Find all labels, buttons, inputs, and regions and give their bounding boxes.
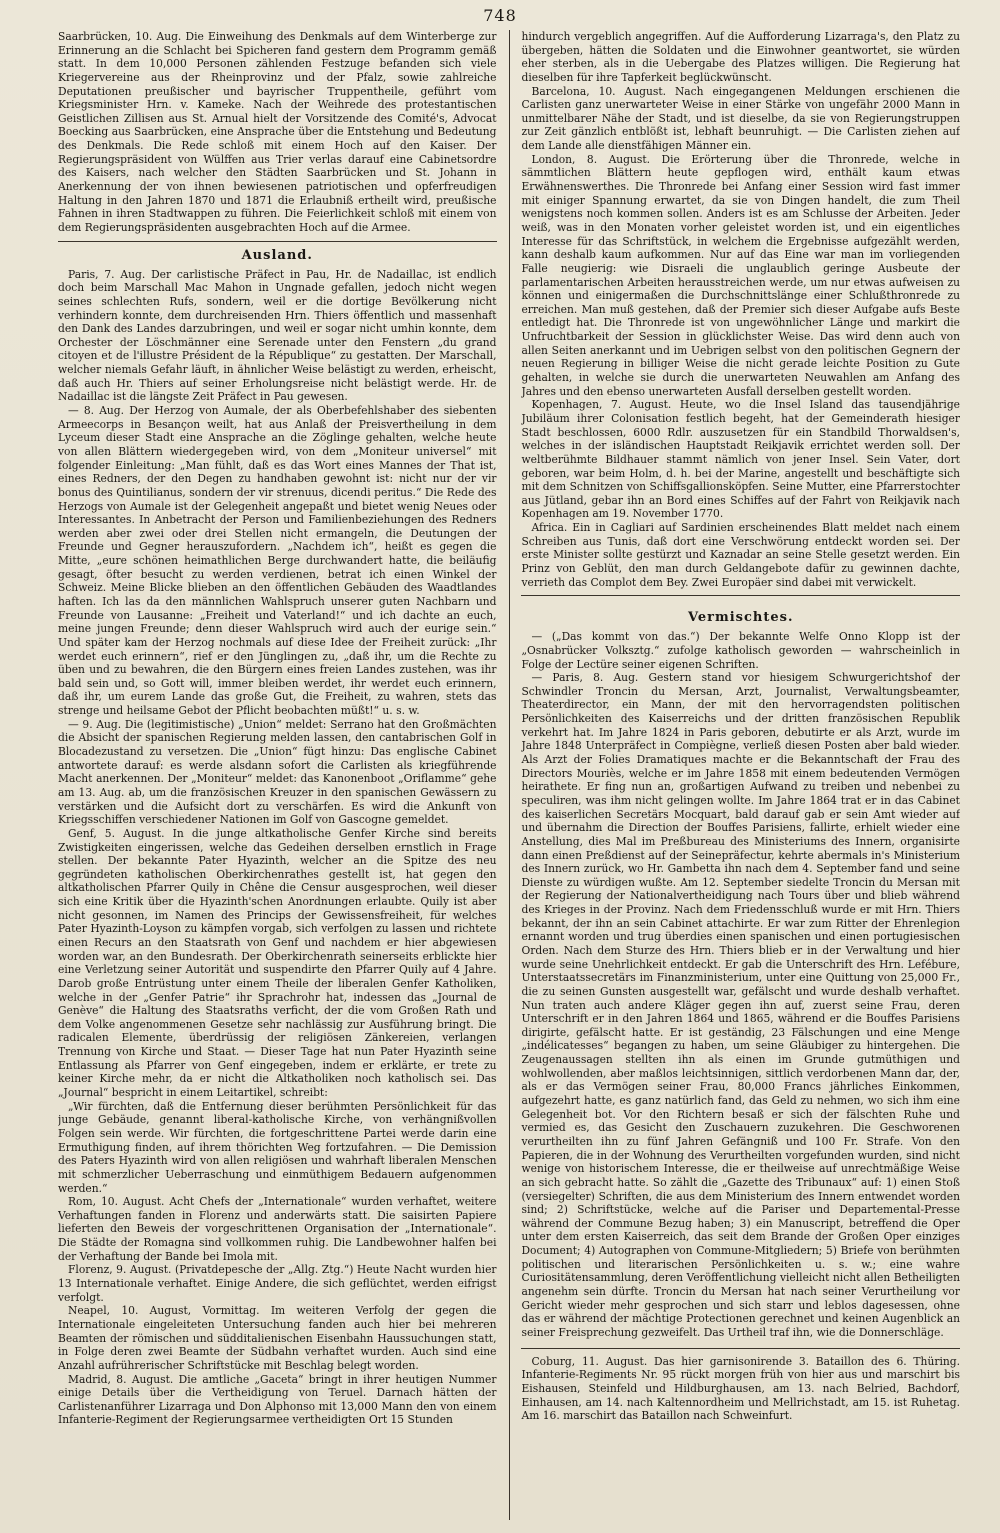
article-kopenhagen: Kopenhagen, 7. August. Heute, wo die Insel Island das tausendjährige Jubiläum ihrer Colonisation festlich begeht, hat der Gemeinderath hiesiger Stadt beschlossen, 6000 Rdlr. auszusetzen für ein Standbild Thorwaldsen's, welches in der isländischen Hauptstadt Reikjavik errichtet werden soll. Der weltberühmte Bildhauer stammt nämlich von jener Insel. Sein Vater, dort geboren, war beim Holm, d. h. bei der Marine, angestellt und beschäftigte sich mit dem Schnitzen von Schiffsgallionsköpfen. Seine Mutter, eine Pfarrerstochter aus Jütland, gebar ihn an Bord eines Schiffes auf der Fahrt von Reikjavik nach Kopenhagen am 19. November 1770. xyxy=(521,398,960,521)
article-paris-3: — 9. Aug. Die (legitimistische) „Union“ meldet: Serrano hat den Großmächten die Absicht der spanischen Regierung melden lassen, den cantabrischen Golf in Blocadezustand zu versetzen. Die „Union“ fügt hinzu: Das englische Cabinet antwortete darauf: es werde alsdann sofort die Carlisten als kriegführende Macht anerkennen. Der „Moniteur“ meldet: das Kanonenboot „Oriflamme“ gehe am 13. Aug. ab, um die französischen Kreuzer in den spanischen Gewässern zu verstärken und die Aufsicht dort zu verschärfen. Es wird die Ankunft von Kriegsschiffen verschiedener Nationen im Golf von Gascogne gemeldet. xyxy=(58,717,497,827)
article-das-kommt-von-das: — („Das kommt von das.“) Der bekannte Welfe Onno Klopp ist der „Osnabrücker Volksztg.“ zufolge katholisch geworden — wahrscheinlich in Folge der Lectüre seiner eigenen Schriften. xyxy=(521,630,960,671)
left-column xyxy=(58,30,497,1520)
article-florenz: Florenz, 9. August. (Privatdepesche der „Allg. Ztg.“) Heute Nacht wurden hier 13 Internationale verhaftet. Einige Andere, die sich geflüchtet, werden eifrigst verfolgt. xyxy=(58,1263,497,1304)
columns xyxy=(58,30,960,1520)
article-london: London, 8. August. Die Erörterung über die Thronrede, welche in sämmtlichen Blättern heute gepflogen wird, enthält kaum etwas Erwähnenswerthes. Die Thronrede bei Anfang einer Session wird fast immer mit einiger Spannung erwartet, da sie von Dingen handelt, die zum Theil wenigstens noch kommen sollen. Anders ist es am Schlusse der Arbeiten. Jeder weiß, was in den Monaten vorher geleistet worden ist, und ein eigentliches Interesse für das Schriftstück, in welchem die Ergebnisse aufgezählt werden, kann deshalb kaum aufkommen. Nur auf das Eine war man im vorliegenden Falle neugierig: wie Disraeli die unglaublich geringe Ausbeute der parlamentarischen Arbeiten herausstreichen werde, um nur etwas aufweisen zu können und einigermaßen die Durchschnittslänge einer Schlußthronrede zu erreichen. Man muß gestehen, daß der Premier sich dieser Aufgabe aufs Beste entledigt hat. Die Thronrede ist von ungewöhnlicher Länge und markirt die Unfruchtbarkeit der Session in glücklichster Weise. Das wird denn auch von allen Seiten anerkannt und im Uebrigen selbst von den politischen Gegnern der neuen Regierung in billiger Weise die nicht gerade leichte Position zu Gute gehalten, in welche sie durch die unerwarteten Neuwahlen am Anfang des Jahres und den ebenso unerwarteten Ausfall derselben gestellt worden. xyxy=(521,152,960,398)
article-madrid-continued: hindurch vergeblich angegriffen. Auf die Aufforderung Lizarraga's, den Platz zu übergeben, hätten die Soldaten und die Einwohner geantwortet, sie würden eher sterben, als in die Uebergabe des Platzes willigen. Die Regierung hat dieselben für ihre Tapferkeit beglückwünscht. xyxy=(521,30,960,84)
article-barcelona: Barcelona, 10. August. Nach eingegangenen Meldungen erschienen die Carlisten ganz unerwarteter Weise in einer Stärke von ungefähr 2000 Mann in unmittelbarer Nähe der Stadt, und ist dieselbe, da sie von Regierungstruppen zur Zeit gänzlich entblößt ist, lebhaft beunruhigt. — Die Carlisten ziehen auf dem Lande alle dienstfähigen Männer ein. xyxy=(521,84,960,153)
article-paris-troncin: — Paris, 8. Aug. Gestern stand vor hiesigem Schwurgerichtshof der Schwindler Troncin du Mersan, Arzt, Journalist, Verwaltungsbeamter, Theaterdirector, ein Mann, der mit den hervorragendsten politischen Persönlichkeiten des Kaiserreichs und der dritten französischen Republik verkehrt hat. Im Jahre 1824 in Paris geboren, debutirte er als Arzt, wurde im Jahre 1848 Unterpräfect in Compiègne, verließ diesen Posten aber bald wieder. Als Arzt der Folies Dramatiques machte er die Bekanntschaft der Frau des Directors Mouriès, welche er im Jahre 1858 mit einem bedeutenden Vermögen heirathete. Er fing nun an, großartigen Aufwand zu treiben und nebenbei zu speculiren, was ihm nicht gelingen wollte. Im Jahre 1864 trat er in das Cabinet des kaiserlichen Secretärs Mocquart, bald darauf gab er sein Amt wieder auf und übernahm die Direction der Bouffes Parisiens, fallirte, erhielt wieder eine Anstellung, dies Mal im Preßbureau des Ministeriums des Innern, organisirte dann einen Preßdienst auf der Seinepräfectur, kehrte abermals in's Ministerium des Innern zurück, wo Hr. Gambetta ihn nach dem 4. September fand und seine Dienste zu würdigen wußte. Am 12. September siedelte Troncin du Mersan mit der Regierung der Nationalvertheidigung nach Tours über und blieb während des Krieges in der Provinz. Nach dem Friedensschluß wurde er mit Hrn. Thiers bekannt, der ihn an sein Cabinet attachirte. Er war zum Ritter der Ehrenlegion ernannt worden und trug überdies einen spanischen und einen portugiesischen Orden. Nach dem Sturze des Hrn. Thiers blieb er in der Verwaltung und hier wurde seine Unehrlichkeit entdeckt. Er gab die Unterschrift des Hrn. Lefébure, Unterstaatssecretärs im Finanzministerium, unter eine Quittung von 25,000 Fr., die zu seinen Gunsten ausgestellt war, gefälscht und wurde deshalb verhaftet. Nun traten auch andere Kläger gegen ihn auf, zuerst seine Frau, deren Unterschrift er in den Jahren 1864 und 1865, während er die Bouffes Parisiens dirigirte, gefälscht hatte. Er ist geständig, 23 Fälschungen und eine Menge „indélicatesses“ begangen zu haben, um seine Gläubiger zu hintergehen. Die Zeugenaussagen stellten ihn als einen im Grunde gutmüthigen und wohlwollenden, aber maßlos leichtsinnigen, sittlich verdorbenen Mann dar, der, als er das Vermögen seiner Frau, 80,000 Francs jährliches Einkommen, aufgezehrt hatte, es ganz natürlich fand, das Geld zu nehmen, wo sich ihm eine Gelegenheit bot. Vor den Richtern besaß er sich der fälschten Ruhe und vermied es, das Gesicht den Zuschauern zuzukehren. Die Geschworenen verurtheilten ihn zu fünf Jahren Gefängniß und 100 Fr. Strafe. Von den Papieren, die in der Wohnung des Verurtheilten vorgefunden wurden, sind nicht wenige von historischem Interesse, die er theilweise auf unrechtmäßige Weise an sich gebracht hatte. So zählt die „Gazette des Tribunaux“ auf: 1) einen Stoß (versiegelter) Schriften, die aus dem Ministerium des Innern entwendet worden sind; 2) Schriftstücke, welche auf die Pariser und Departemental-Presse während der Commune Bezug haben; 3) ein Manuscript, betreffend die Oper unter dem ersten Kaiserreich, das seit dem Brande der Großen Oper einziges Document; 4) Autographen von Commune-Mitgliedern; 5) Briefe von berühmten politischen und literarischen Persönlichkeiten u. s. w.; eine wahre Curiositätensammlung, deren Veröffentlichung vielleicht nicht allen Betheiligten angenehm sein dürfte. Troncin du Mersan hat nach seiner Verurtheilung vor Gericht wieder mehr gesprochen und sich starr und leblos dagesessen, ohne das er während der mächtige Protectionen gerechnet und keinen Augenblick an seiner Freisprechung gezweifelt. Das Urtheil traf ihn, wie die Donnerschläge. xyxy=(521,671,960,1339)
article-neapel: Neapel, 10. August, Vormittag. Im weiteren Verfolg der gegen die Internationale eingeleiteten Untersuchung fanden auch hier bei mehreren Beamten der römischen und südditalienischen Eisenbahn Haussuchungen statt, in Folge deren zwei Beamte der Südbahn verhaftet wurden. Auch sind eine Anzahl aufrührerischer Schriftstücke mit Beschlag belegt worden. xyxy=(58,1304,497,1372)
column-rule xyxy=(509,30,510,1520)
page-number: 748 xyxy=(483,6,517,25)
article-paris-1: Paris, 7. Aug. Der carlistische Präfect in Pau, Hr. de Nadaillac, ist endlich doch beim Marschall Mac Mahon in Ungnade gefallen, jedoch nicht wegen seines schlechten Rufs, sondern, weil er die dortige Bevölkerung nicht verhindern konnte, dem durchreisenden Hrn. Thiers öffentlich und massenhaft den Dank des Landes darzubringen, und weil er sogar nicht umhin konnte, dem Orchester der Löschmänner eine Serenade unter den Fenstern „du grand citoyen et de l'illustre Président de la République“ zu gestatten. Der Marschall, welcher niemals Gefahr läuft, in ähnlicher Weise belästigt zu werden, erheischt, daß auch Hr. Thiers auf seiner Erholungsreise nicht belästigt werde. Hr. de Nadaillac ist die längste Zeit Präfect in Pau gewesen. xyxy=(58,267,497,404)
article-genf-quote: „Wir fürchten, daß die Entfernung dieser berühmten Persönlichkeit für das junge Gebäude, genannt liberal-katholische Kirche, von verhängnißvollen Folgen sein werde. Wir fürchten, die fortgeschrittene Partei werde darin eine Ermuthigung finden, auf ihrem thörichten Weg fortzufahren. — Die Demission des Paters Hyazinth wird von allen religiösen und wahrhaft liberalen Menschen mit schmerzlicher Ueberraschung und einmüthigem Bedauern aufgenommen werden.“ xyxy=(58,1099,497,1195)
article-rom: Rom, 10. August. Acht Chefs der „Internationale“ wurden verhaftet, weitere Verhaftungen fanden in Florenz und anderwärts statt. Die saisirten Papiere lieferten den Beweis der vorgeschrittenen Organisation der „Internationale“. Die Städte der Romagna sind vollkommen ruhig. Die Landbewohner halfen bei der Verhaftung der Bande bei Imola mit. xyxy=(58,1195,497,1263)
article-madrid: Madrid, 8. August. Die amtliche „Gaceta“ bringt in ihrer heutigen Nummer einige Details über die Vertheidigung von Teruel. Darnach hätten der Carlistenanführer Lizarraga und Don Alphonso mit 13,000 Mann den von einem Infanterie-Regiment der Regierungsarmee vertheidigten Ort 15 Stunden xyxy=(58,1372,497,1427)
section-divider xyxy=(58,241,497,242)
section-heading-vermischtes: Vermischtes. xyxy=(687,610,794,626)
article-genf: Genf, 5. August. In die junge altkatholische Genfer Kirche sind bereits Zwistigkeiten eingerissen, welche das Gedeihen derselben ernstlich in Frage stellen. Der bekannte Pater Hyazinth, welcher an die Spitze des neu gegründeten katholischen Oberkirchenrathes gestellt ist, hat gegen den altkatholischen Pfarrer Quily in Chêne die Censur ausgesprochen, weil dieser sich eine Kritik über die Hyazinth'schen Anordnungen erlaubte. Quily ist aber nicht gesonnen, im Namen des Princips der Gewissensfreiheit, für welches Pater Hyazinth-Loyson zu kämpfen vorgab, sich verfolgen zu lassen und richtete einen Recurs an den Staatsrath von Genf und nachdem er hier abgewiesen worden war, an den Bundesrath. Der Oberkirchenrath seinerseits erblickte hier eine Verletzung seiner Autorität und suspendirte den Pfarrer Quily auf 4 Jahre. Darob große Entrüstung unter einem Theile der liberalen Genfer Katholiken, welche in der „Genfer Patrie“ ihr Sprachrohr hat, indessen das „Journal de Genève“ die Haltung des Staatsraths verficht, der die vom Großen Rath und dem Volke angenommenen Gesetze sehr nachlässig zur Ausführung bringt. Die radicalen Elemente, überdrüssig der religiösen Zänkereien, verlangen Trennung von Kirche und Staat. — Dieser Tage hat nun Pater Hyazinth seine Entlassung als Pfarrer von Genf eingegeben, indem er erklärte, er trete zu keiner Kirche mehr, da er nicht die Altkatholiken noch katholisch sei. Das „Journal“ bespricht in einem Leitartikel, schreibt: xyxy=(58,826,497,1100)
right-column xyxy=(521,30,960,1520)
section-heading-ausland: Ausland. xyxy=(241,247,313,263)
article-saarbruecken: Saarbrücken, 10. Aug. Die Einweihung des Denkmals auf dem Winterberge zur Erinnerung an die Schlacht bei Spicheren fand gestern dem Programm gemäß statt. In dem 10,000 Personen zählenden Festzuge befanden sich viele Kriegervereine aus der Rheinprovinz und der Pfalz, sowie zahlreiche Deputationen preußischer und bayrischer Truppentheile, geführt vom Kriegsminister Hrn. v. Kameke. Nach der Weihrede des protestantischen Geistlichen Zillisen aus St. Arnual hielt der Vorsitzende des Comité's, Advocat Boecking aus Saarbrücken, eine Ansprache über die Entstehung und Bedeutung des Denkmals. Die Rede schloß mit einem Hoch auf den Kaiser. Der Regierungspräsident von Wülffen aus Trier verlas darauf eine Cabinetsordre des Kaisers, nach welcher den Städten Saarbrücken und St. Johann in Anerkennung der von ihnen bewiesenen patriotischen und opferfreudigen Haltung in den Jahren 1870 und 1871 die Erlaubniß ertheilt wird, preußische Fahnen in ihren Stadtwappen zu führen. Die Feierlichkeit schloß mit einem von dem Regierungspräsidenten ausgebrachten Hoch auf die Armee. xyxy=(58,30,497,234)
article-paris-2: — 8. Aug. Der Herzog von Aumale, der als Oberbefehlshaber des siebenten Armeecorps in Besançon weilt, hat aus Anlaß der Preisvertheilung in dem Lyceum dieser Stadt eine Ansprache an die Zöglinge gehalten, welche heute von allen Blättern wiedergegeben wird, von dem „Moniteur universel“ mit folgender Einleitung: „Man fühlt, daß es das Wort eines Mannes der That ist, eines Redners, der den Degen zu handhaben gewohnt ist: nicht nur der vir bonus des Quintilianus, sondern der vir strenuus, dicendi peritus.“ Die Rede des Herzogs von Aumale ist der Gelegenheit angepaßt und bietet wenig Neues oder Interessantes. In Anbetracht der Person und Familienbeziehungen des Redners werden aber zwei oder drei Stellen nicht ermangeln, die Deutungen der Freunde und Gegner herauszufordern. „Nachdem ich“, heißt es gegen die Mitte, „eure schönen heimathlichen Berge durchwandert hatte, die beiläufig gesagt, öfter besucht zu werden verdienen, betrat ich einen Winkel der Schweiz. Meine Blicke blieben an den öffentlichen Gebäuden des Waadtlandes haften. Ich las da den männlichen Wahlspruch unserer guten Nachbarn und Freunde von Lausanne: „Freiheit und Vaterland!“ und ich dachte an euch, meine jungen Freunde; denn dieser Wahlspruch wird auch der eurige sein.“ Und später kam der Herzog nochmals auf diese Idee der Freiheit zurück: „Ihr werdet euch erinnern“, rief er den Jünglingen zu, „daß ihr, um die Rechte zu üben und zu bewahren, die den Bürgern eines freien Landes zustehen, was ihr bald sein und, so Gott will, immer bleiben werdet, ihr werdet euch erinnern, daß ihr, um eurem Lande das große Gut, die Freiheit, zu wahren, stets das strenge und heilsame Gebot der Pflicht beobachten müßt!“ u. s. w. xyxy=(58,404,497,718)
section-divider xyxy=(521,595,960,596)
section-divider xyxy=(521,1348,960,1349)
article-coburg: Coburg, 11. August. Das hier garnisonirende 3. Bataillon des 6. Thüring. Infanterie-Regiments Nr. 95 rückt morgen früh von hier aus und marschirt bis Eishausen, Steinfeld und Hildburghausen, am 13. nach Belried, Bachdorf, Einhausen, am 14. nach Kaltennordheim und Mellrichstadt, am 15. ist Ruhetag. Am 16. marschirt das Bataillon nach Schweinfurt. xyxy=(521,1354,960,1423)
article-africa: Africa. Ein in Cagliari auf Sardinien erscheinendes Blatt meldet nach einem Schreiben aus Tunis, daß dort eine Verschwörung entdeckt worden sei. Der erste Minister sollte gestürzt und Kaznadar an seine Stelle gesetzt werden. Ein Prinz von Geblüt, den man durch Geldangebote dafür zu gewinnen dachte, verrieth das Complot dem Bey. Zwei Europäer sind dabei mit verwickelt. xyxy=(521,521,960,589)
